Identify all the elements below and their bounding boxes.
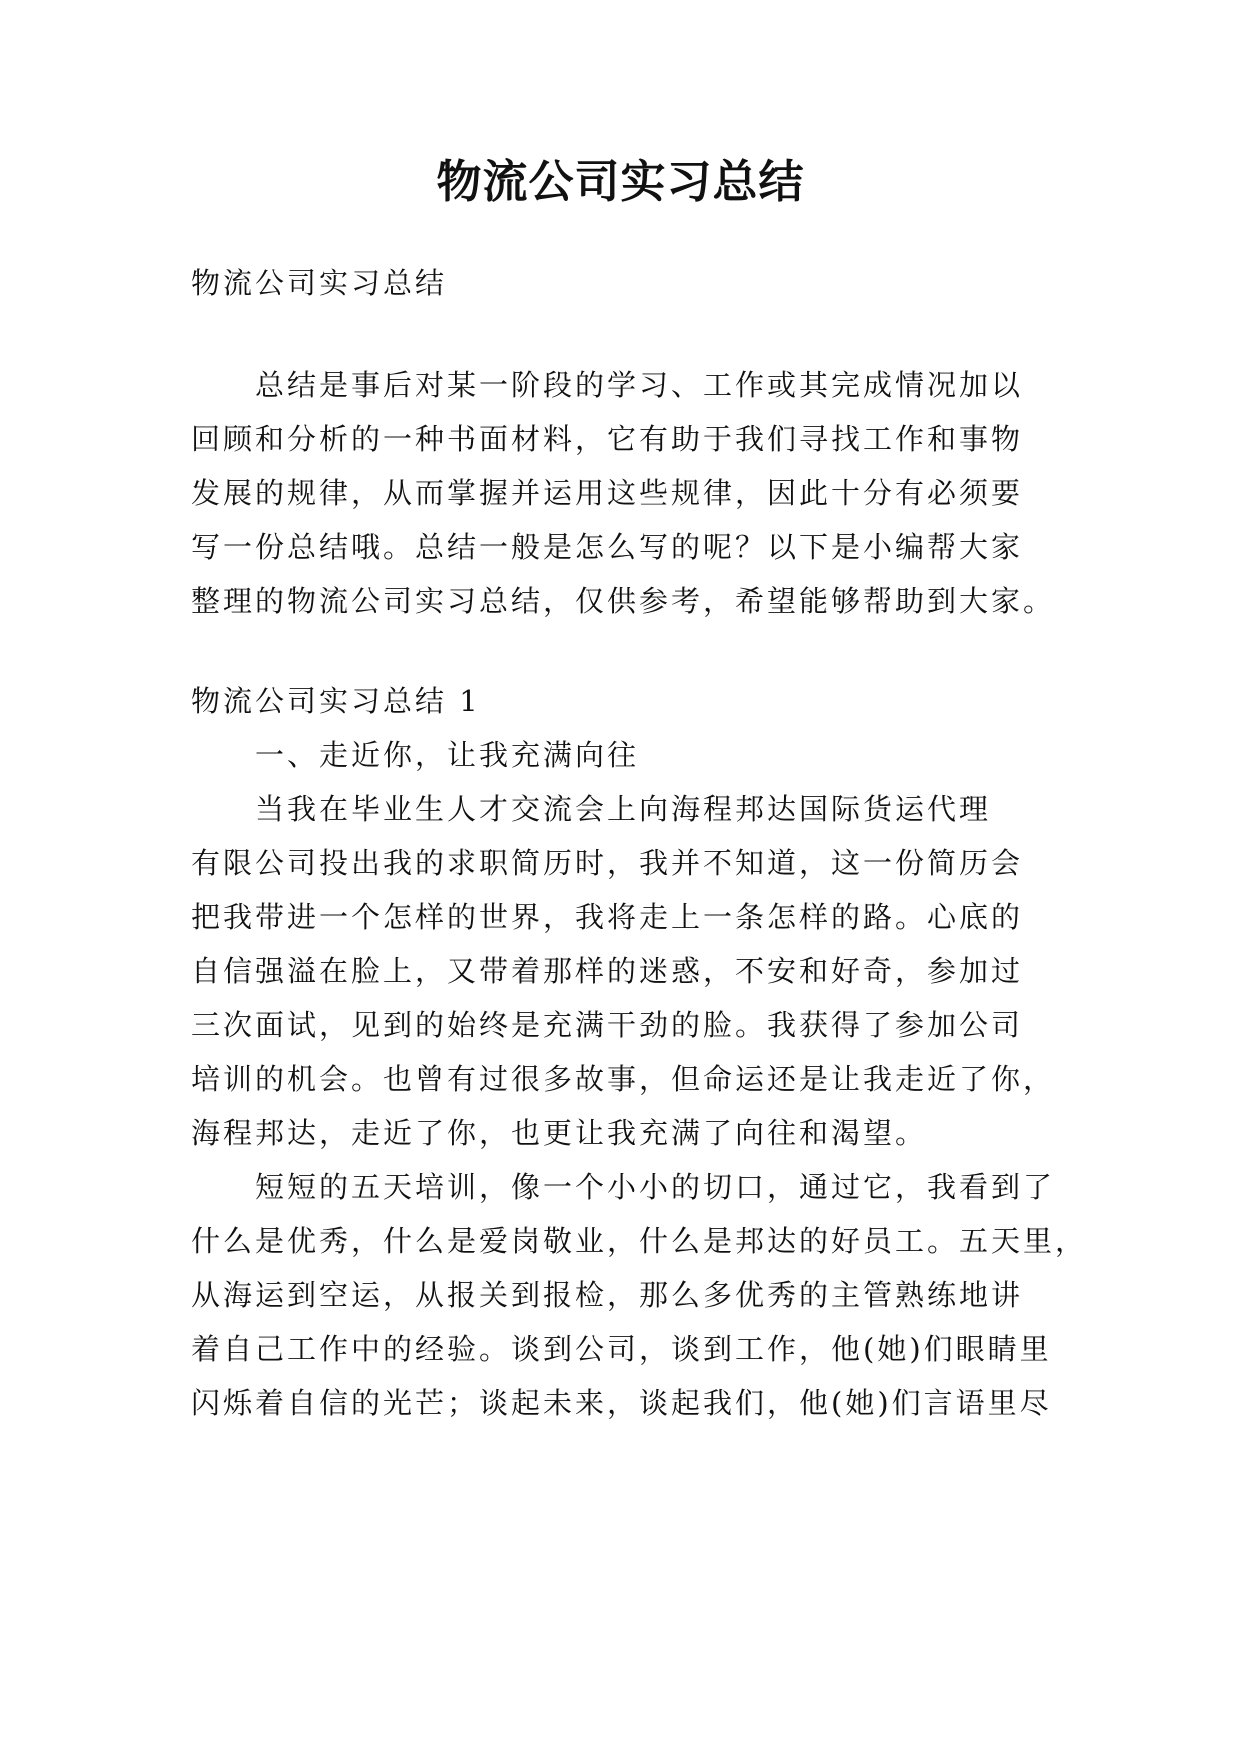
- paragraph1-line-3: 把我带进一个怎样的世界，我将走上一条怎样的路。心底的: [191, 900, 1024, 934]
- paragraph2-line-2: 什么是优秀，什么是爱岗敬业，什么是邦达的好员工。五天里，: [191, 1224, 1088, 1258]
- intro-line-4: 写一份总结哦。总结一般是怎么写的呢？以下是小编帮大家: [191, 530, 1024, 564]
- paragraph1-line-7: 海程邦达，走近了你，也更让我充满了向往和渴望。: [191, 1116, 928, 1150]
- section1-subheading: 一、走近你，让我充满向往: [255, 738, 640, 772]
- document-title: 物流公司实习总结: [436, 155, 805, 208]
- intro-line-5: 整理的物流公司实习总结，仅供参考，希望能够帮助到大家。: [191, 584, 1056, 618]
- section1-heading: 物流公司实习总结 1: [191, 684, 481, 718]
- intro-paragraph: [191, 358, 1071, 628]
- document-subtitle: [191, 256, 1071, 310]
- paragraph1-line-1: 当我在毕业生人才交流会上向海程邦达国际货运代理: [255, 792, 992, 826]
- paragraph2-line-1: 短短的五天培训，像一个小小的切口，通过它，我看到了: [255, 1170, 1056, 1204]
- intro-line-1: 总结是事后对某一阶段的学习、工作或其完成情况加以: [255, 368, 1024, 402]
- intro-line-3: 发展的规律，从而掌握并运用这些规律，因此十分有必须要: [191, 476, 1024, 510]
- section1-heading-block: [191, 674, 1071, 782]
- subtitle-line: 物流公司实习总结: [191, 266, 448, 300]
- paragraph2-line-5: 闪烁着自信的光芒；谈起未来，谈起我们，他(她)们言语里尽: [191, 1386, 1052, 1420]
- paragraph2-line-4: 着自己工作中的经验。谈到公司，谈到工作，他(她)们眼睛里: [191, 1332, 1052, 1366]
- paragraph1-line-5: 三次面试，见到的始终是充满干劲的脸。我获得了参加公司: [191, 1008, 1024, 1042]
- paragraph-1: [191, 782, 1071, 1160]
- paragraph2-line-3: 从海运到空运，从报关到报检，那么多优秀的主管熟练地讲: [191, 1278, 1024, 1312]
- paragraph1-line-4: 自信强溢在脸上，又带着那样的迷惑，不安和好奇，参加过: [191, 954, 1024, 988]
- paragraph-2: [191, 1160, 1088, 1430]
- paragraph1-line-2: 有限公司投出我的求职简历时，我并不知道，这一份简历会: [191, 846, 1024, 880]
- paragraph1-line-6: 培训的机会。也曾有过很多故事，但命运还是让我走近了你，: [191, 1062, 1056, 1096]
- intro-line-2: 回顾和分析的一种书面材料，它有助于我们寻找工作和事物: [191, 422, 1024, 456]
